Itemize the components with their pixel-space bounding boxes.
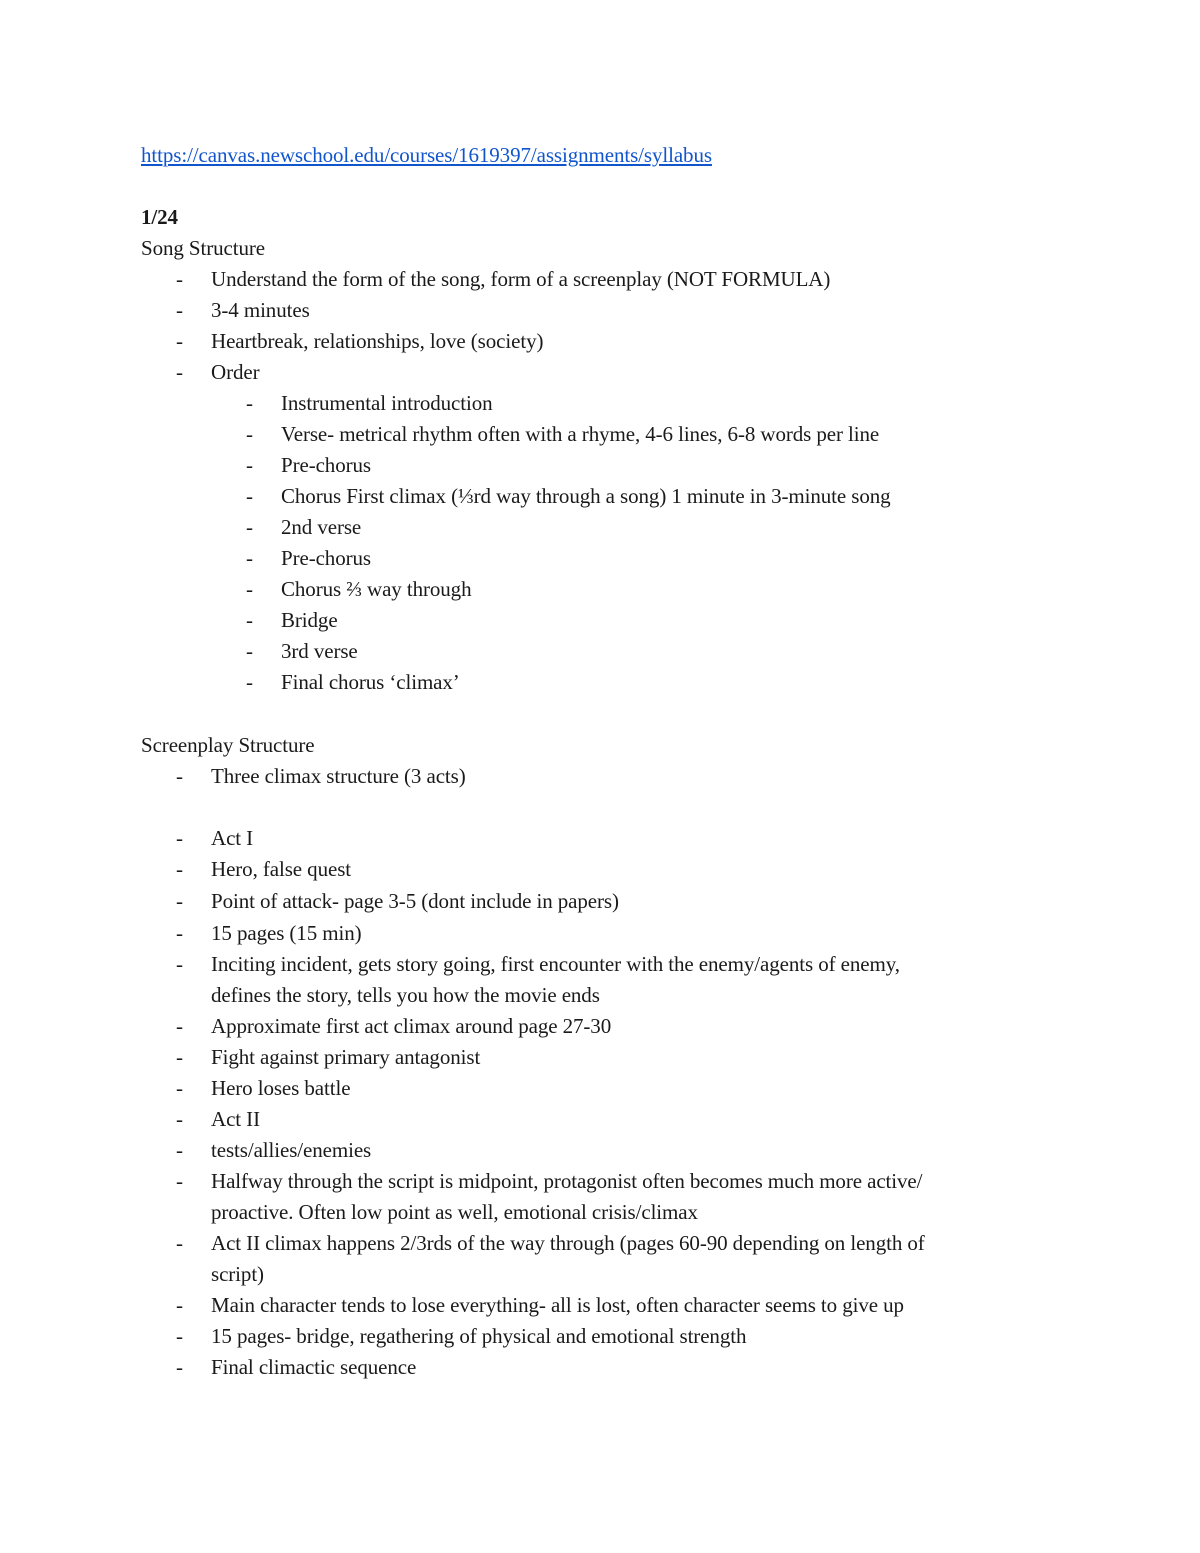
date-heading: 1/24 bbox=[141, 205, 178, 229]
bullet: - bbox=[246, 484, 253, 508]
bullet: - bbox=[176, 921, 183, 945]
screenplay-structure-heading: Screenplay Structure bbox=[141, 733, 315, 757]
bullet: - bbox=[176, 1355, 183, 1379]
bullet: - bbox=[176, 1231, 183, 1255]
document-page: https://canvas.newschool.edu/courses/1619397/assignments/syllabus 1/24 Song Structure - Understand the form of the song, form of a screenplay (NOT FORMULA) - 3-4 minutes - Heartbreak, relationships, love (society) - Order - Instrumental introduction - Verse- metrical rhythm often with a rhyme, 4-6 lines, 6-8 words per line - Pre-chorus - Chorus First climax (⅓rd way through a song) 1 minute in 3-minute song - 2nd verse - Pre-chorus - Chorus ⅔ way through - Bridge - 3rd verse - Final chorus ‘climax’ Screenplay Structure - Three climax structure (3 acts) - Act I - Hero, false quest - Point of attack- page 3-5 (dont include in papers) - 15 pages (15 min) - Inciting incident, gets story going, first encounter with the enemy/agents of enemy, defines the story, tells you how the movie ends - Approximate first act climax around page 27-30 - Fight against primary antagonist - Hero loses battle - Act II - tests/allies/enemies - Halfway through the script is midpoint, protagonist often becomes much more active/ proactive. Often low point as well, emotional crisis/climax - Act II climax happens 2/3rds of the way through (pages 60-90 depending on length of script) - Main character tends to lose everything- all is lost, often character seems to give up - 15 pages- bridge, regathering of physical and emotional strength - Final climactic sequence bbox=[0, 0, 1200, 1553]
bullet: - bbox=[246, 608, 253, 632]
bullet: - bbox=[246, 546, 253, 570]
bullet: - bbox=[176, 889, 183, 913]
song-structure-heading: Song Structure bbox=[141, 236, 266, 260]
bullet: - bbox=[246, 391, 253, 415]
bullet: - bbox=[246, 422, 253, 446]
bullet: - bbox=[176, 764, 183, 788]
bullet: - bbox=[246, 577, 253, 601]
bullet: - bbox=[176, 329, 183, 353]
bullet: - bbox=[176, 1076, 183, 1100]
bullet: - bbox=[246, 670, 253, 694]
bullet: - bbox=[176, 1107, 183, 1131]
bullet: - bbox=[176, 1045, 183, 1069]
bullet: - bbox=[176, 1169, 183, 1193]
bullet: - bbox=[246, 453, 253, 477]
bullet: - bbox=[176, 1138, 183, 1162]
bullet: - bbox=[176, 826, 183, 850]
bullet: - bbox=[176, 298, 183, 322]
bullet: - bbox=[176, 360, 183, 384]
bullet: - bbox=[176, 952, 183, 976]
bullet: - bbox=[246, 639, 253, 663]
bullet: - bbox=[176, 1324, 183, 1348]
syllabus-link[interactable]: https://canvas.newschool.edu/courses/1619397/assignments/syllabus bbox=[141, 143, 712, 167]
bullet: - bbox=[246, 515, 253, 539]
bullet: - bbox=[176, 857, 183, 881]
bullet: - bbox=[176, 1014, 183, 1038]
bullet: - bbox=[176, 1293, 183, 1317]
bullet: - bbox=[176, 267, 183, 291]
